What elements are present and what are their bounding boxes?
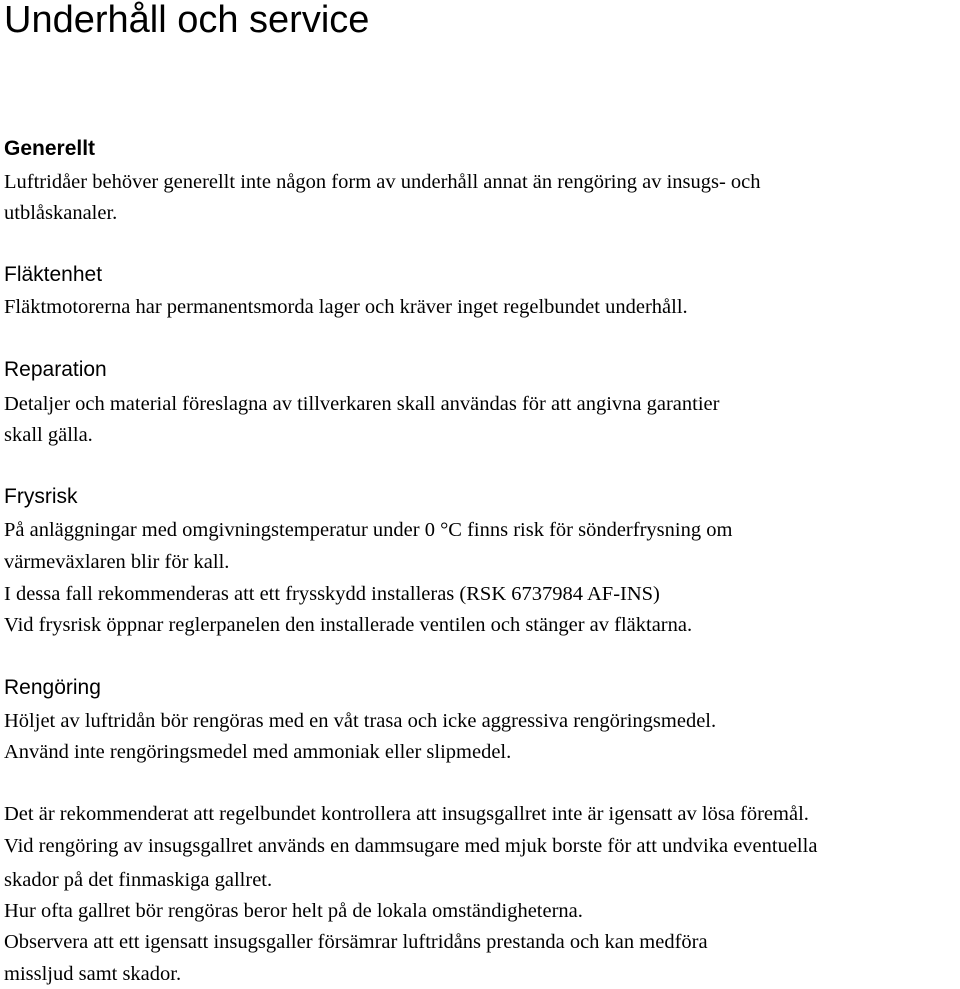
frysrisk-line-3: I dessa fall rekommenderas att ett frysskydd installeras (RSK 6737984 AF-INS) xyxy=(4,583,660,605)
section-heading-frysrisk: Frysrisk xyxy=(4,485,78,508)
rengoring-line-4: Vid rengöring av insugsgallret används en dammsugare med mjuk borste för att undvika eventuella xyxy=(4,835,818,857)
section-heading-reparation: Reparation xyxy=(4,358,107,381)
page-title: Underhåll och service xyxy=(4,0,370,41)
rengoring-line-1: Höljet av luftridån bör rengöras med en våt trasa och icke aggressiva rengöringsmedel. xyxy=(4,710,717,732)
rengoring-line-2: Använd inte rengöringsmedel med ammoniak eller slipmedel. xyxy=(4,741,512,763)
rengoring-line-6: Hur ofta gallret bör rengöras beror helt på de lokala omständigheterna. xyxy=(4,900,583,922)
frysrisk-line-4: Vid frysrisk öppnar reglerpanelen den installerade ventilen och stänger av fläktarna. xyxy=(4,614,693,636)
reparation-line-2: skall gälla. xyxy=(4,424,93,446)
rengoring-line-3: Det är rekommenderat att regelbundet kontrollera att insugsgallret inte är igensatt av lösa föremål. xyxy=(4,803,809,825)
rengoring-line-5: skador på det finmaskiga gallret. xyxy=(4,869,273,891)
rengoring-line-8: missljud samt skador. xyxy=(4,963,182,985)
rengoring-line-7: Observera att ett igensatt insugsgaller försämrar luftridåns prestanda och kan medföra xyxy=(4,931,708,953)
frysrisk-line-1: På anläggningar med omgivningstemperatur under 0 °C finns risk för sönderfrysning om xyxy=(4,519,733,541)
reparation-line-1: Detaljer och material föreslagna av tillverkaren skall användas för att angivna garantier xyxy=(4,393,720,415)
flaktenhet-line-1: Fläktmotorerna har permanentsmorda lager och kräver inget regelbundet underhåll. xyxy=(4,296,688,318)
generellt-line-2: utblåskanaler. xyxy=(4,202,118,224)
frysrisk-line-2: värmeväxlaren blir för kall. xyxy=(4,551,230,573)
section-heading-generellt: Generellt xyxy=(4,137,96,160)
generellt-line-1: Luftridåer behöver generellt inte någon form av underhåll annat än rengöring av insugs- och xyxy=(4,171,761,193)
section-heading-flaktenhet: Fläktenhet xyxy=(4,263,103,286)
section-heading-rengoring: Rengöring xyxy=(4,676,101,699)
